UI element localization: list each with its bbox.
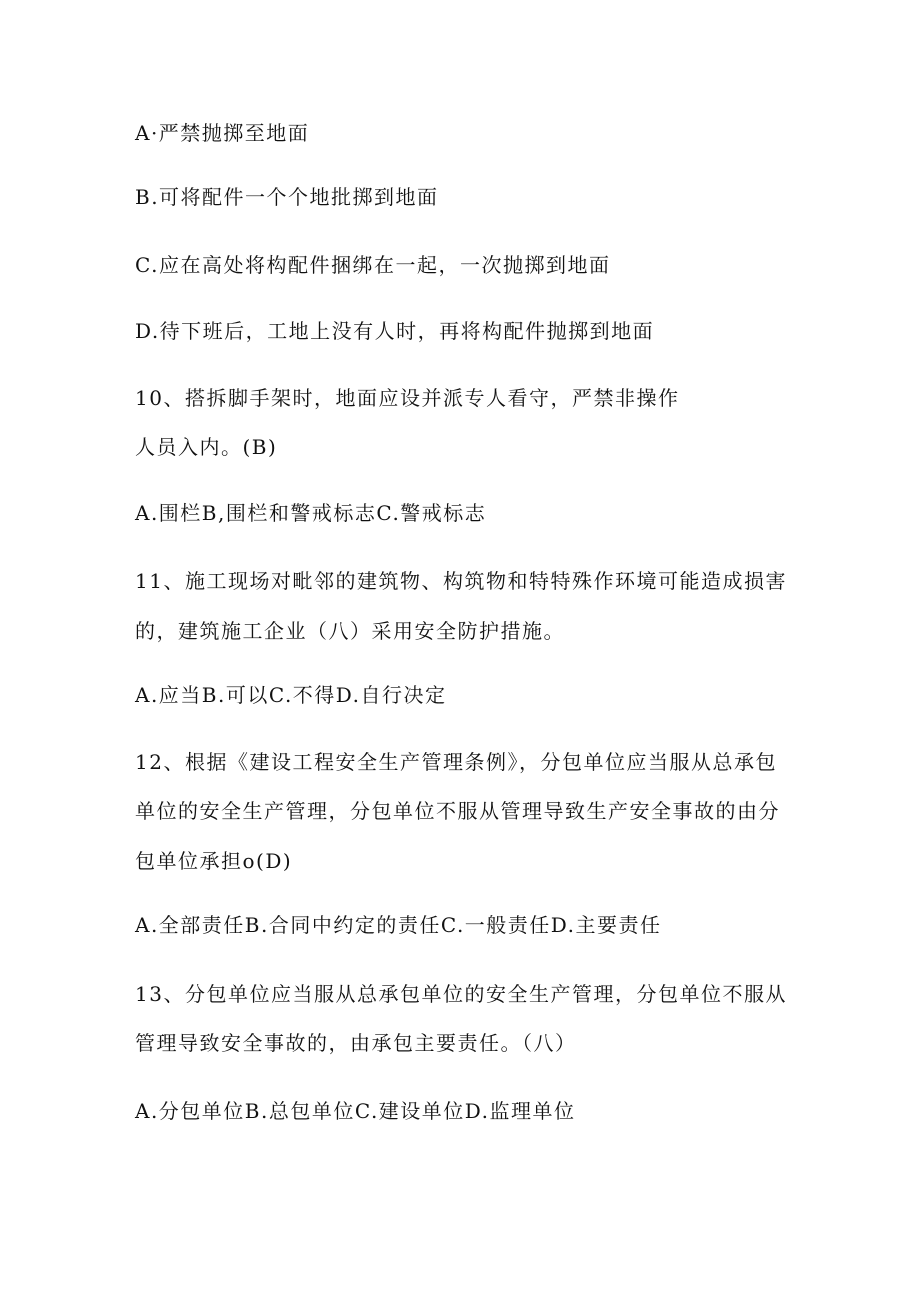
q12-text-line-1: 12、根据《建设工程安全生产管理条例》，分包单位应当服从总承包 xyxy=(135,750,777,774)
q11-options: A.应当B.可以C.不得D.自行决定 xyxy=(135,683,447,707)
q11-text-line-2: 的，建筑施工企业（八）采用安全防护措施。 xyxy=(135,619,565,643)
q12-text-line-3: 包单位承担o(D) xyxy=(135,849,293,873)
q10-options: A.围栏B,围栏和警戒标志C.警戒标志 xyxy=(135,501,487,525)
q10-text-line-1: 10、搭拆脚手架时，地面应设并派专人看守，严禁非操作 xyxy=(135,386,680,410)
q12-text-line-2: 单位的安全生产管理，分包单位不服从管理导致生产安全事故的由分 xyxy=(135,799,780,823)
q9-option-c: C.应在高处将构配件捆绑在一起，一次抛掷到地面 xyxy=(135,253,611,277)
q9-option-b: B.可将配件一个个地批掷到地面 xyxy=(135,185,439,209)
q13-options: A.分包单位B.总包单位C.建设单位D.监理单位 xyxy=(135,1099,576,1123)
q9-option-d: D.待下班后，工地上没有人时，再将构配件抛掷到地面 xyxy=(135,319,655,343)
q10-text-line-2: 人员入内。(B) xyxy=(135,435,278,459)
q11-text-line-1: 11、施工现场对毗邻的建筑物、构筑物和特特殊作环境可能造成损害 xyxy=(135,569,787,593)
q13-text-line-2: 管理导致安全事故的，由承包主要责任。（八） xyxy=(135,1031,577,1055)
q13-text-line-1: 13、分包单位应当服从总承包单位的安全生产管理，分包单位不服从 xyxy=(135,982,787,1006)
q12-options: A.全部责任B.合同中约定的责任C.一般责任D.主要责任 xyxy=(135,913,662,937)
q9-option-a: A·严禁抛掷至地面 xyxy=(135,121,310,145)
